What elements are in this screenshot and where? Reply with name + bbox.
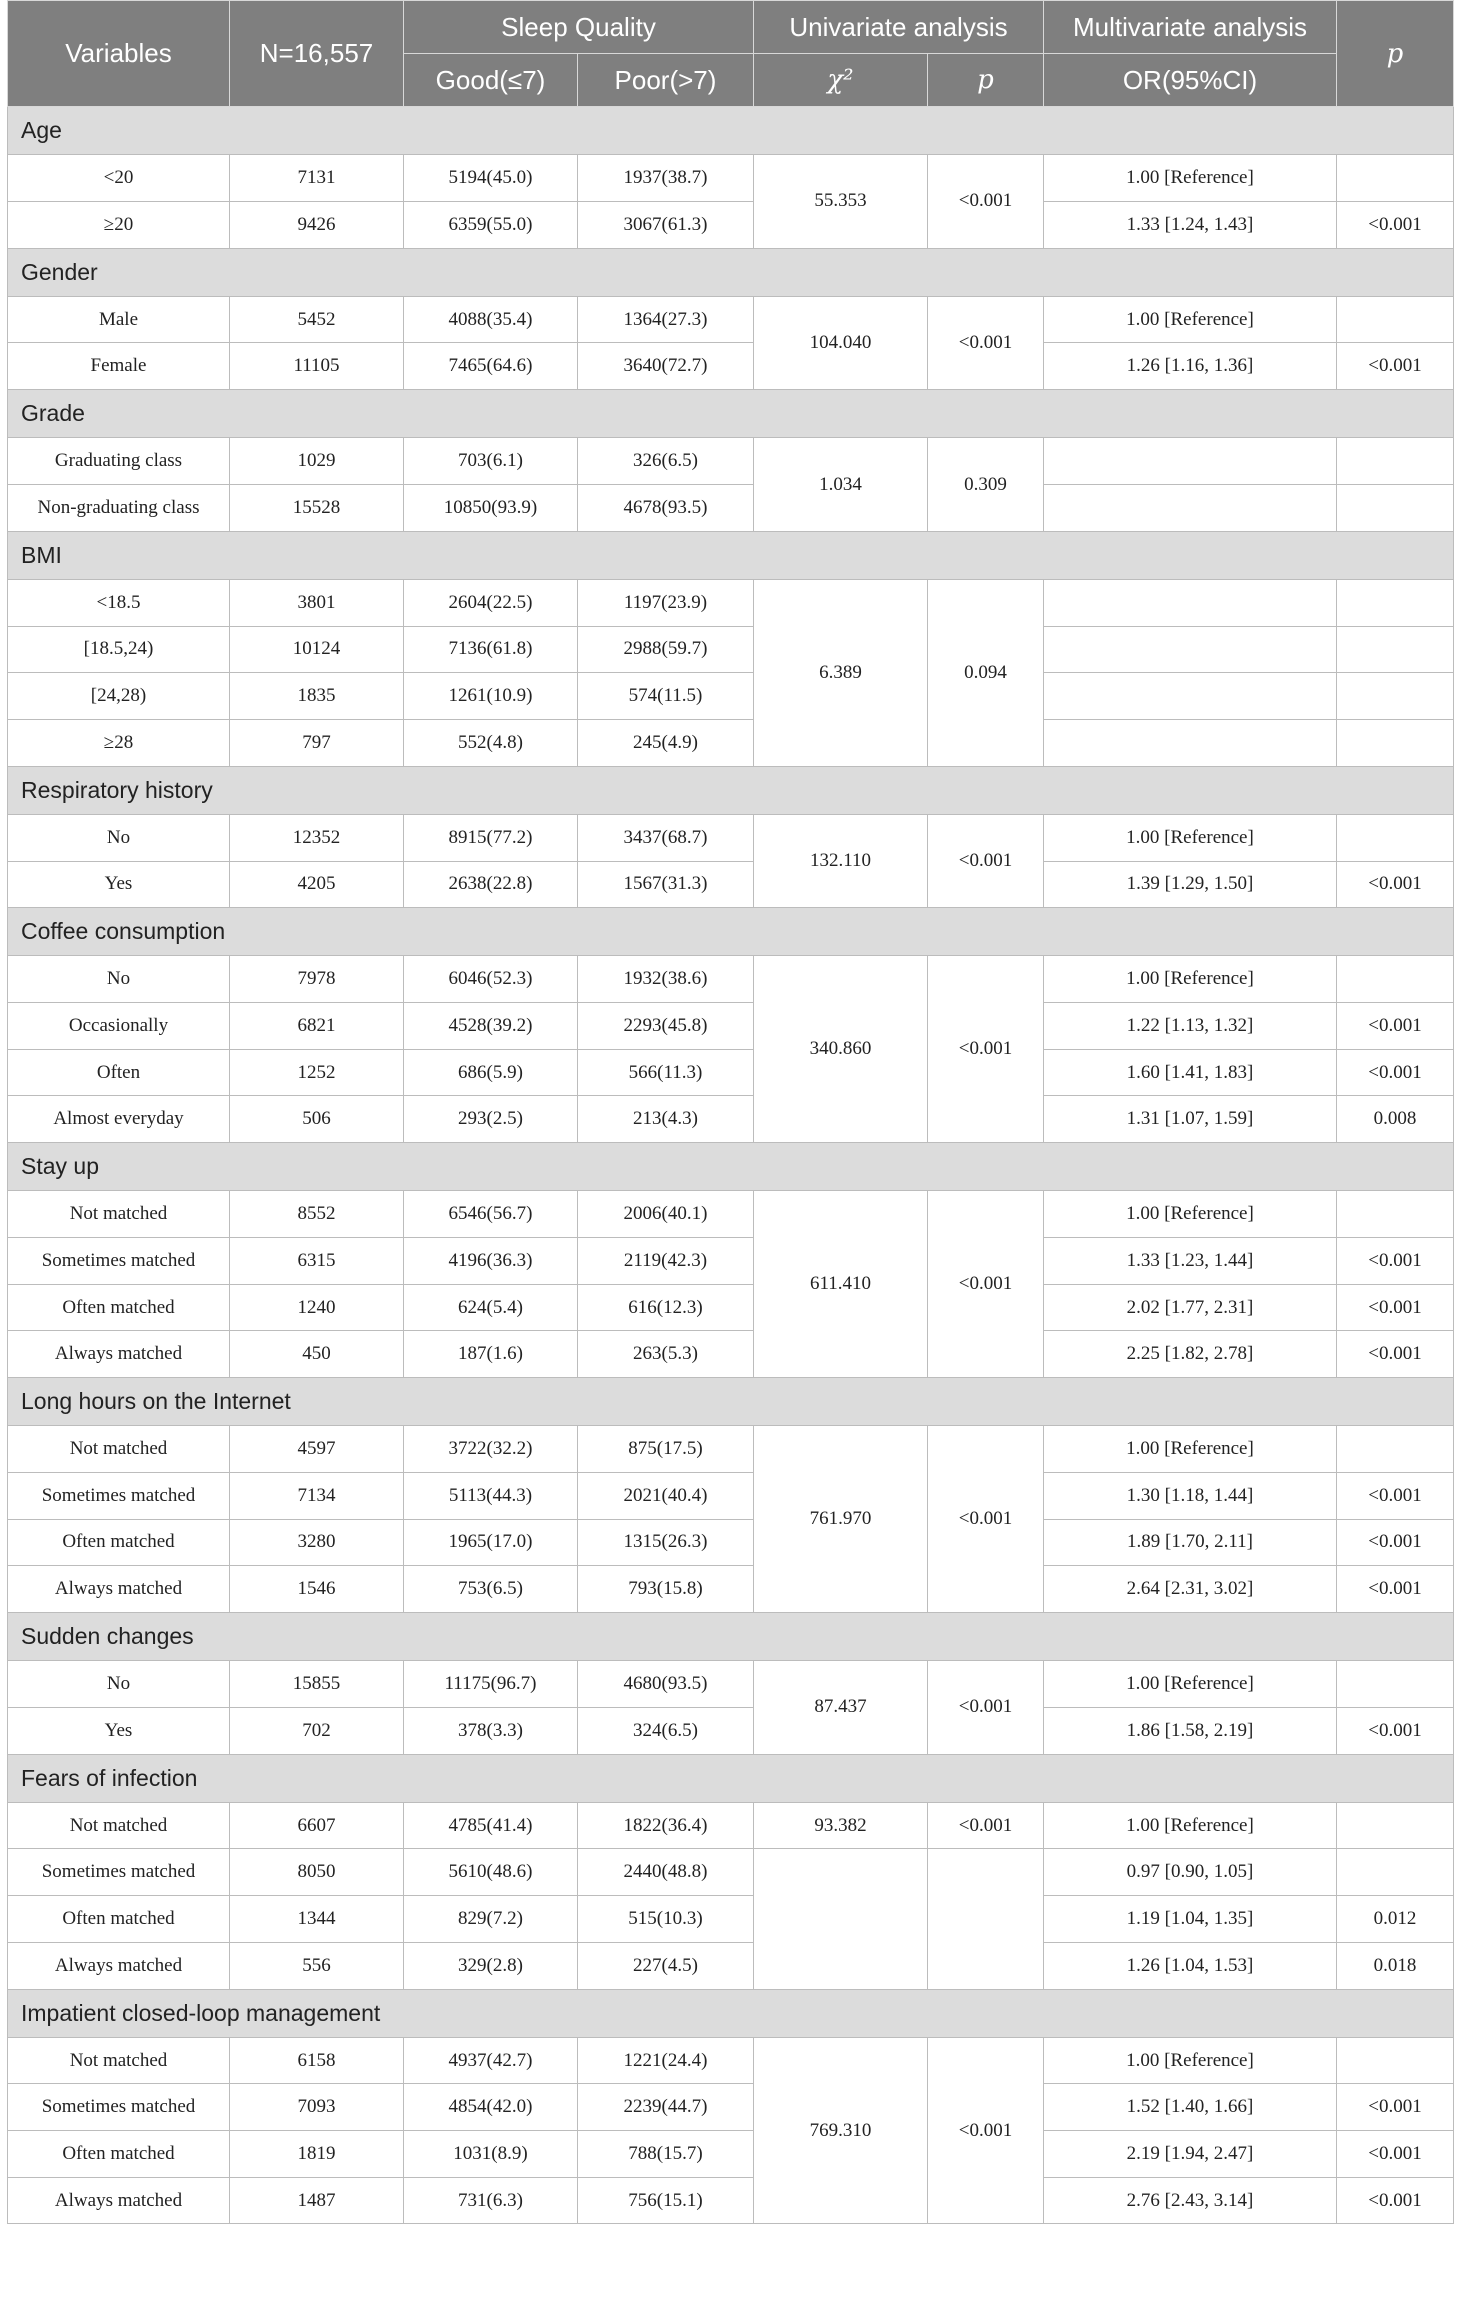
row-good: 11175(96.7)	[404, 1661, 578, 1708]
row-p: <0.001	[928, 1802, 1044, 1849]
table-row	[8, 719, 1454, 766]
row-label: No	[8, 1661, 230, 1708]
row-p-multivariate: <0.001	[1337, 1284, 1454, 1331]
row-poor: 1567(31.3)	[578, 861, 754, 908]
row-label: Sometimes matched	[8, 1472, 230, 1519]
row-chi2: 761.970	[754, 1426, 928, 1613]
row-label: Often matched	[8, 1519, 230, 1566]
row-good: 7465(64.6)	[404, 343, 578, 390]
row-label: <20	[8, 155, 230, 202]
row-good: 8915(77.2)	[404, 814, 578, 861]
table-row	[8, 1661, 1454, 1708]
row-n: 15855	[230, 1661, 404, 1708]
row-label: Sometimes matched	[8, 1238, 230, 1285]
row-n: 8050	[230, 1849, 404, 1896]
row-poor: 324(6.5)	[578, 1707, 754, 1754]
row-or: 2.64 [2.31, 3.02]	[1044, 1566, 1337, 1613]
row-n: 702	[230, 1707, 404, 1754]
row-poor: 2440(48.8)	[578, 1849, 754, 1896]
row-poor: 756(15.1)	[578, 2177, 754, 2224]
table-row	[8, 1802, 1454, 1849]
row-good: 6546(56.7)	[404, 1191, 578, 1238]
row-label: Often matched	[8, 1896, 230, 1943]
row-good: 624(5.4)	[404, 1284, 578, 1331]
row-label: Graduating class	[8, 438, 230, 485]
row-poor: 1937(38.7)	[578, 155, 754, 202]
row-or: 0.97 [0.90, 1.05]	[1044, 1849, 1337, 1896]
table-row	[8, 1896, 1454, 1943]
row-p-multivariate	[1337, 673, 1454, 720]
row-good: 4528(39.2)	[404, 1003, 578, 1050]
section-header	[8, 908, 1454, 956]
row-label: [24,28)	[8, 673, 230, 720]
row-label: Often	[8, 1049, 230, 1096]
section-header	[8, 1378, 1454, 1426]
row-p-multivariate: <0.001	[1337, 2177, 1454, 2224]
section-header	[8, 107, 1454, 155]
row-poor: 2293(45.8)	[578, 1003, 754, 1050]
row-poor: 616(12.3)	[578, 1284, 754, 1331]
row-or: 1.89 [1.70, 2.11]	[1044, 1519, 1337, 1566]
table-row	[8, 1472, 1454, 1519]
row-label: Non-graduating class	[8, 485, 230, 532]
row-p-multivariate: 0.012	[1337, 1896, 1454, 1943]
row-good: 829(7.2)	[404, 1896, 578, 1943]
row-label: Yes	[8, 1707, 230, 1754]
row-p-multivariate	[1337, 579, 1454, 626]
row-p-multivariate	[1337, 1661, 1454, 1708]
row-good: 378(3.3)	[404, 1707, 578, 1754]
row-or: 1.00 [Reference]	[1044, 814, 1337, 861]
row-or: 1.00 [Reference]	[1044, 1426, 1337, 1473]
row-or	[1044, 438, 1337, 485]
row-p: <0.001	[928, 814, 1044, 907]
row-n: 4205	[230, 861, 404, 908]
section-title: Stay up	[8, 1143, 1454, 1191]
row-or: 1.30 [1.18, 1.44]	[1044, 1472, 1337, 1519]
row-p-empty	[928, 1849, 1044, 1989]
row-p-multivariate	[1337, 1802, 1454, 1849]
row-p-multivariate	[1337, 626, 1454, 673]
table-row	[8, 1096, 1454, 1143]
table-row	[8, 1849, 1454, 1896]
row-poor: 1932(38.6)	[578, 956, 754, 1003]
table-row	[8, 579, 1454, 626]
row-chi2: 6.389	[754, 579, 928, 766]
row-good: 703(6.1)	[404, 438, 578, 485]
row-p-multivariate: 0.018	[1337, 1942, 1454, 1989]
header-poor: Poor(>7)	[578, 54, 754, 107]
row-or: 1.26 [1.04, 1.53]	[1044, 1942, 1337, 1989]
row-n: 5452	[230, 296, 404, 343]
row-n: 15528	[230, 485, 404, 532]
row-good: 753(6.5)	[404, 1566, 578, 1613]
row-chi2: 1.034	[754, 438, 928, 531]
row-poor: 2021(40.4)	[578, 1472, 754, 1519]
row-or: 1.00 [Reference]	[1044, 155, 1337, 202]
row-label: Not matched	[8, 1191, 230, 1238]
section-title: Sudden changes	[8, 1613, 1454, 1661]
header-chi2: χ²	[754, 54, 928, 107]
row-label: Occasionally	[8, 1003, 230, 1050]
row-label: Not matched	[8, 1426, 230, 1473]
row-good: 4785(41.4)	[404, 1802, 578, 1849]
row-or: 2.19 [1.94, 2.47]	[1044, 2131, 1337, 2178]
row-p-multivariate	[1337, 1426, 1454, 1473]
row-good: 5194(45.0)	[404, 155, 578, 202]
section-title: Age	[8, 107, 1454, 155]
row-good: 2638(22.8)	[404, 861, 578, 908]
section-header	[8, 766, 1454, 814]
row-n: 1029	[230, 438, 404, 485]
row-n: 7134	[230, 1472, 404, 1519]
table-row	[8, 1426, 1454, 1473]
row-poor: 213(4.3)	[578, 1096, 754, 1143]
row-good: 5610(48.6)	[404, 1849, 578, 1896]
row-good: 187(1.6)	[404, 1331, 578, 1378]
header-p-univariate: p	[928, 54, 1044, 107]
row-n: 6821	[230, 1003, 404, 1050]
section-header	[8, 248, 1454, 296]
row-or: 1.00 [Reference]	[1044, 296, 1337, 343]
row-poor: 1221(24.4)	[578, 2037, 754, 2084]
header-n: N=16,557	[230, 1, 404, 107]
table-row	[8, 296, 1454, 343]
row-poor: 875(17.5)	[578, 1426, 754, 1473]
row-poor: 574(11.5)	[578, 673, 754, 720]
row-p-multivariate: <0.001	[1337, 1566, 1454, 1613]
row-n: 1546	[230, 1566, 404, 1613]
row-n: 8552	[230, 1191, 404, 1238]
row-good: 5113(44.3)	[404, 1472, 578, 1519]
row-label: Almost everyday	[8, 1096, 230, 1143]
table-row	[8, 1238, 1454, 1285]
table-row	[8, 1191, 1454, 1238]
row-label: No	[8, 956, 230, 1003]
row-n: 506	[230, 1096, 404, 1143]
row-poor: 1197(23.9)	[578, 579, 754, 626]
section-title: Fears of infection	[8, 1754, 1454, 1802]
section-header	[8, 1989, 1454, 2037]
row-good: 10850(93.9)	[404, 485, 578, 532]
table-row	[8, 626, 1454, 673]
row-poor: 1364(27.3)	[578, 296, 754, 343]
header-p-multivariate: p	[1337, 1, 1454, 107]
row-or: 1.33 [1.23, 1.44]	[1044, 1238, 1337, 1285]
row-label: No	[8, 814, 230, 861]
row-poor: 4680(93.5)	[578, 1661, 754, 1708]
row-p-multivariate: <0.001	[1337, 1003, 1454, 1050]
row-poor: 1315(26.3)	[578, 1519, 754, 1566]
header-good: Good(≤7)	[404, 54, 578, 107]
row-label: Always matched	[8, 1566, 230, 1613]
row-or: 1.52 [1.40, 1.66]	[1044, 2084, 1337, 2131]
row-poor: 3437(68.7)	[578, 814, 754, 861]
row-p-multivariate	[1337, 2037, 1454, 2084]
row-good: 3722(32.2)	[404, 1426, 578, 1473]
row-poor: 2239(44.7)	[578, 2084, 754, 2131]
row-p-multivariate: <0.001	[1337, 861, 1454, 908]
table-row	[8, 201, 1454, 248]
section-header	[8, 1754, 1454, 1802]
row-or	[1044, 626, 1337, 673]
section-title: Gender	[8, 248, 1454, 296]
row-good: 6359(55.0)	[404, 201, 578, 248]
row-good: 4937(42.7)	[404, 2037, 578, 2084]
row-p-multivariate: <0.001	[1337, 2084, 1454, 2131]
table-row	[8, 814, 1454, 861]
row-good: 1031(8.9)	[404, 2131, 578, 2178]
row-label: [18.5,24)	[8, 626, 230, 673]
row-p-multivariate: <0.001	[1337, 1238, 1454, 1285]
row-p-multivariate	[1337, 438, 1454, 485]
row-label: Not matched	[8, 2037, 230, 2084]
header-sleep-quality: Sleep Quality	[404, 1, 754, 54]
row-p-multivariate: 0.008	[1337, 1096, 1454, 1143]
row-p: <0.001	[928, 1661, 1044, 1754]
row-label: Often matched	[8, 1284, 230, 1331]
row-chi2: 93.382	[754, 1802, 928, 1849]
table-row	[8, 1331, 1454, 1378]
row-poor: 326(6.5)	[578, 438, 754, 485]
row-or: 1.00 [Reference]	[1044, 1191, 1337, 1238]
row-p-multivariate	[1337, 1191, 1454, 1238]
table-row	[8, 1284, 1454, 1331]
row-or: 1.00 [Reference]	[1044, 1802, 1337, 1849]
table-row	[8, 1942, 1454, 1989]
row-label: Female	[8, 343, 230, 390]
row-label: ≥28	[8, 719, 230, 766]
table-row	[8, 1566, 1454, 1613]
row-or: 2.02 [1.77, 2.31]	[1044, 1284, 1337, 1331]
table-row	[8, 2131, 1454, 2178]
row-poor: 793(15.8)	[578, 1566, 754, 1613]
row-n: 3280	[230, 1519, 404, 1566]
row-or	[1044, 485, 1337, 532]
section-header	[8, 1143, 1454, 1191]
row-or: 1.00 [Reference]	[1044, 2037, 1337, 2084]
table-row	[8, 2037, 1454, 2084]
row-n: 6315	[230, 1238, 404, 1285]
row-or	[1044, 719, 1337, 766]
table-row	[8, 1519, 1454, 1566]
section-title: Impatient closed-loop management	[8, 1989, 1454, 2037]
section-title: Respiratory history	[8, 766, 1454, 814]
row-poor: 3067(61.3)	[578, 201, 754, 248]
row-n: 7978	[230, 956, 404, 1003]
row-label: Sometimes matched	[8, 1849, 230, 1896]
row-poor: 227(4.5)	[578, 1942, 754, 1989]
table-row	[8, 956, 1454, 1003]
row-or: 1.26 [1.16, 1.36]	[1044, 343, 1337, 390]
row-or: 1.00 [Reference]	[1044, 956, 1337, 1003]
row-chi2: 132.110	[754, 814, 928, 907]
row-or	[1044, 579, 1337, 626]
row-n: 9426	[230, 201, 404, 248]
table-row	[8, 485, 1454, 532]
section-header	[8, 531, 1454, 579]
row-poor: 4678(93.5)	[578, 485, 754, 532]
row-p: 0.309	[928, 438, 1044, 531]
row-n: 1835	[230, 673, 404, 720]
row-n: 6158	[230, 2037, 404, 2084]
table-row	[8, 343, 1454, 390]
table-row	[8, 2177, 1454, 2224]
table-body	[8, 107, 1454, 2224]
row-n: 556	[230, 1942, 404, 1989]
row-good: 4196(36.3)	[404, 1238, 578, 1285]
row-p-multivariate: <0.001	[1337, 343, 1454, 390]
table-row	[8, 438, 1454, 485]
row-p-multivariate: <0.001	[1337, 1331, 1454, 1378]
row-p: <0.001	[928, 956, 1044, 1143]
row-n: 1487	[230, 2177, 404, 2224]
row-poor: 3640(72.7)	[578, 343, 754, 390]
row-chi2: 87.437	[754, 1661, 928, 1754]
row-poor: 2006(40.1)	[578, 1191, 754, 1238]
row-or: 1.22 [1.13, 1.32]	[1044, 1003, 1337, 1050]
row-n: 1252	[230, 1049, 404, 1096]
row-p-multivariate: <0.001	[1337, 1049, 1454, 1096]
row-poor: 515(10.3)	[578, 1896, 754, 1943]
row-n: 450	[230, 1331, 404, 1378]
row-good: 1965(17.0)	[404, 1519, 578, 1566]
row-n: 6607	[230, 1802, 404, 1849]
row-good: 686(5.9)	[404, 1049, 578, 1096]
row-label: ≥20	[8, 201, 230, 248]
row-n: 7093	[230, 2084, 404, 2131]
row-n: 4597	[230, 1426, 404, 1473]
row-good: 6046(52.3)	[404, 956, 578, 1003]
row-p: <0.001	[928, 2037, 1044, 2224]
header-univariate: Univariate analysis	[754, 1, 1044, 54]
section-header	[8, 390, 1454, 438]
row-or: 1.00 [Reference]	[1044, 1661, 1337, 1708]
row-label: Always matched	[8, 1942, 230, 1989]
row-chi2-empty	[754, 1849, 928, 1989]
row-n: 11105	[230, 343, 404, 390]
row-chi2: 611.410	[754, 1191, 928, 1378]
row-p-multivariate	[1337, 155, 1454, 202]
row-n: 1240	[230, 1284, 404, 1331]
row-good: 7136(61.8)	[404, 626, 578, 673]
row-chi2: 340.860	[754, 956, 928, 1143]
row-chi2: 55.353	[754, 155, 928, 248]
row-poor: 566(11.3)	[578, 1049, 754, 1096]
row-good: 552(4.8)	[404, 719, 578, 766]
section-title: Coffee consumption	[8, 908, 1454, 956]
row-p: 0.094	[928, 579, 1044, 766]
row-label: Not matched	[8, 1802, 230, 1849]
table-row	[8, 2084, 1454, 2131]
section-title: BMI	[8, 531, 1454, 579]
header-variables: Variables	[8, 1, 230, 107]
row-p-multivariate	[1337, 1849, 1454, 1896]
row-p-multivariate: <0.001	[1337, 1472, 1454, 1519]
row-p: <0.001	[928, 155, 1044, 248]
row-or: 1.86 [1.58, 2.19]	[1044, 1707, 1337, 1754]
row-p: <0.001	[928, 1426, 1044, 1613]
row-label: Male	[8, 296, 230, 343]
row-good: 2604(22.5)	[404, 579, 578, 626]
row-p-multivariate	[1337, 485, 1454, 532]
row-label: Often matched	[8, 2131, 230, 2178]
row-good: 1261(10.9)	[404, 673, 578, 720]
row-good: 293(2.5)	[404, 1096, 578, 1143]
row-n: 10124	[230, 626, 404, 673]
row-chi2: 769.310	[754, 2037, 928, 2224]
sleep-quality-table	[7, 0, 1454, 2224]
row-poor: 788(15.7)	[578, 2131, 754, 2178]
row-label: Always matched	[8, 2177, 230, 2224]
row-poor: 1822(36.4)	[578, 1802, 754, 1849]
row-or: 1.39 [1.29, 1.50]	[1044, 861, 1337, 908]
table-row	[8, 155, 1454, 202]
table-row	[8, 1707, 1454, 1754]
row-n: 3801	[230, 579, 404, 626]
row-n: 1819	[230, 2131, 404, 2178]
section-title: Long hours on the Internet	[8, 1378, 1454, 1426]
row-p-multivariate	[1337, 719, 1454, 766]
row-or: 2.76 [2.43, 3.14]	[1044, 2177, 1337, 2224]
row-good: 4854(42.0)	[404, 2084, 578, 2131]
table-row	[8, 1049, 1454, 1096]
row-good: 731(6.3)	[404, 2177, 578, 2224]
row-n: 12352	[230, 814, 404, 861]
row-p-multivariate: <0.001	[1337, 2131, 1454, 2178]
row-p-multivariate	[1337, 296, 1454, 343]
row-poor: 263(5.3)	[578, 1331, 754, 1378]
row-good: 4088(35.4)	[404, 296, 578, 343]
row-n: 797	[230, 719, 404, 766]
row-n: 1344	[230, 1896, 404, 1943]
row-label: Always matched	[8, 1331, 230, 1378]
row-label: Sometimes matched	[8, 2084, 230, 2131]
row-label: <18.5	[8, 579, 230, 626]
row-or: 1.33 [1.24, 1.43]	[1044, 201, 1337, 248]
table-row	[8, 1003, 1454, 1050]
row-or	[1044, 673, 1337, 720]
section-title: Grade	[8, 390, 1454, 438]
section-header	[8, 1613, 1454, 1661]
row-label: Yes	[8, 861, 230, 908]
row-p-multivariate: <0.001	[1337, 1707, 1454, 1754]
row-p: <0.001	[928, 1191, 1044, 1378]
row-or: 1.19 [1.04, 1.35]	[1044, 1896, 1337, 1943]
row-good: 329(2.8)	[404, 1942, 578, 1989]
table-header	[8, 1, 1454, 107]
row-p-multivariate	[1337, 956, 1454, 1003]
row-chi2: 104.040	[754, 296, 928, 389]
row-poor: 245(4.9)	[578, 719, 754, 766]
row-or: 1.31 [1.07, 1.59]	[1044, 1096, 1337, 1143]
row-or: 1.60 [1.41, 1.83]	[1044, 1049, 1337, 1096]
row-p-multivariate: <0.001	[1337, 201, 1454, 248]
table-row	[8, 861, 1454, 908]
row-poor: 2988(59.7)	[578, 626, 754, 673]
row-p-multivariate	[1337, 814, 1454, 861]
table-row	[8, 673, 1454, 720]
row-n: 7131	[230, 155, 404, 202]
row-or: 2.25 [1.82, 2.78]	[1044, 1331, 1337, 1378]
row-p-multivariate: <0.001	[1337, 1519, 1454, 1566]
header-or: OR(95%CI)	[1044, 54, 1337, 107]
row-poor: 2119(42.3)	[578, 1238, 754, 1285]
header-multivariate: Multivariate analysis	[1044, 1, 1337, 54]
row-p: <0.001	[928, 296, 1044, 389]
